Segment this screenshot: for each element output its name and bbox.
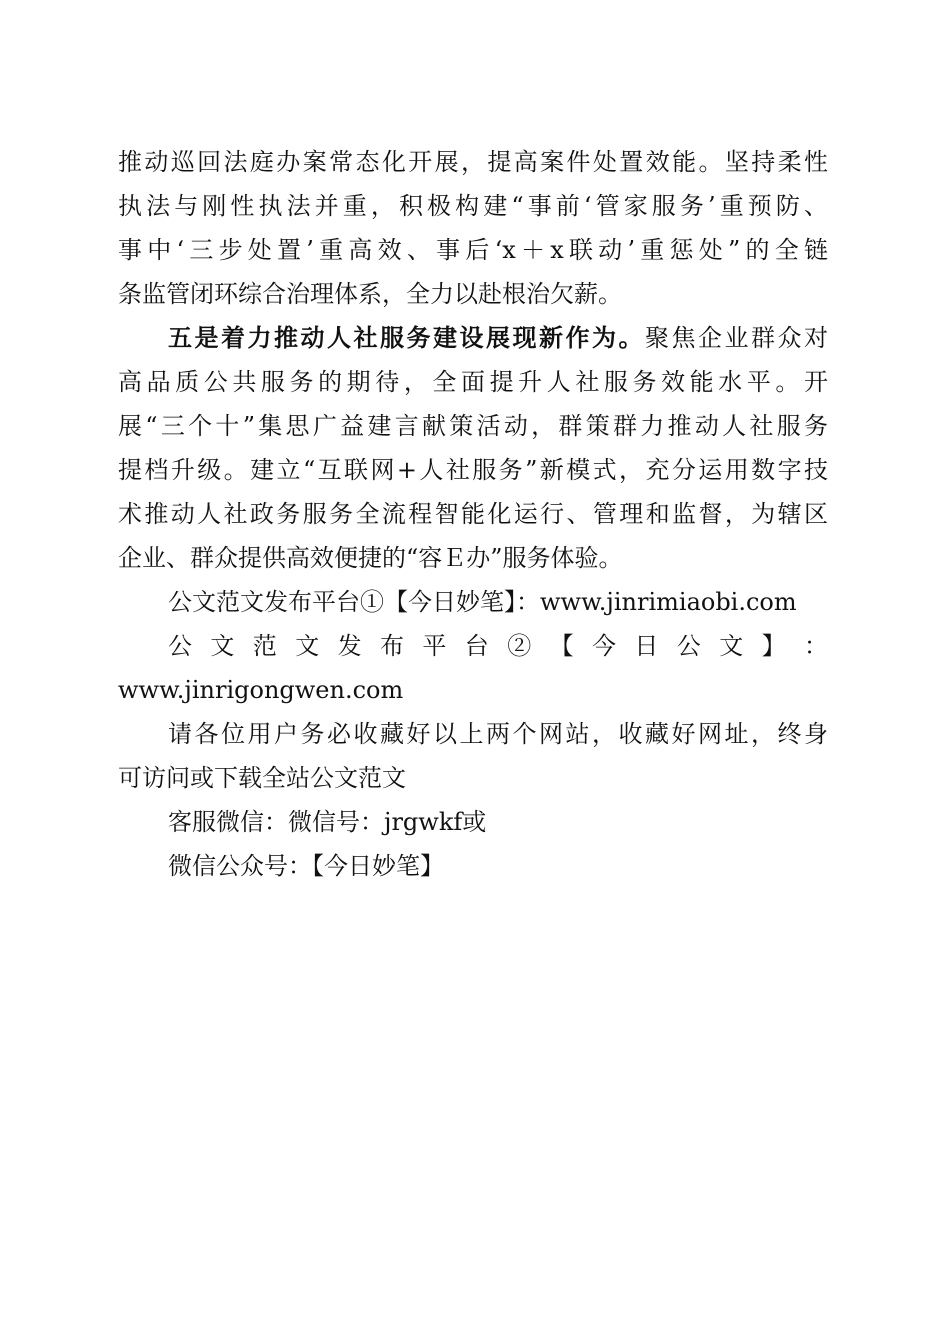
para2-line-5: 术推动人社政务服务全流程智能化运行、管理和监督，为辖区 [118,500,828,528]
wechat-public-account: 微信公众号：【今日妙笔】 [168,852,444,880]
para1-line-2: 执法与刚性执法并重，积极构建“事前‘管家服务’重预防、 [118,192,828,220]
para1-line-3: 事中‘三步处置’重高效、事后‘x＋x联动’重惩处”的全链 [118,236,828,264]
para1-line-4: 条监管闭环综合治理体系，全力以赴根治欠薪。 [118,280,622,308]
para2-heading: 五是着力推动人社服务建设展现新作为。 [168,323,645,352]
para2-line-4: 提档升级。建立“互联网+人社服务”新模式，充分运用数字技 [118,456,828,484]
notice-line-1: 请各位用户务必收藏好以上两个网站，收藏好网址，终身 [168,720,828,748]
para2-line1-rest: 聚焦企业群众对 [645,324,828,352]
platform-2-url[interactable]: www.jinrigongwen.com [118,676,404,704]
platform-2-label: 公 文 范 文 发 布 平 台 ② 【 今 日 公 文 】 ： [168,632,828,660]
para2-line-3: 展“三个十”集思广益建言献策活动，群策群力推动人社服务 [118,412,828,440]
platform-1-link[interactable]: 公文范文发布平台①【今日妙笔】：www.jinrimiaobi.com [168,588,797,616]
para2-line-6: 企业、群众提供高效便捷的“容Ｅ办”服务体验。 [118,544,623,572]
para2-line-1 [168,323,828,353]
para2-line-2: 高品质公共服务的期待，全面提升人社服务效能水平。开 [118,368,828,396]
para1-line-1: 推动巡回法庭办案常态化开展，提高案件处置效能。坚持柔性 [118,148,828,176]
wechat-service: 客服微信：微信号：jrgwkf或 [168,808,487,836]
notice-line-2: 可访问或下载全站公文范文 [118,764,406,792]
